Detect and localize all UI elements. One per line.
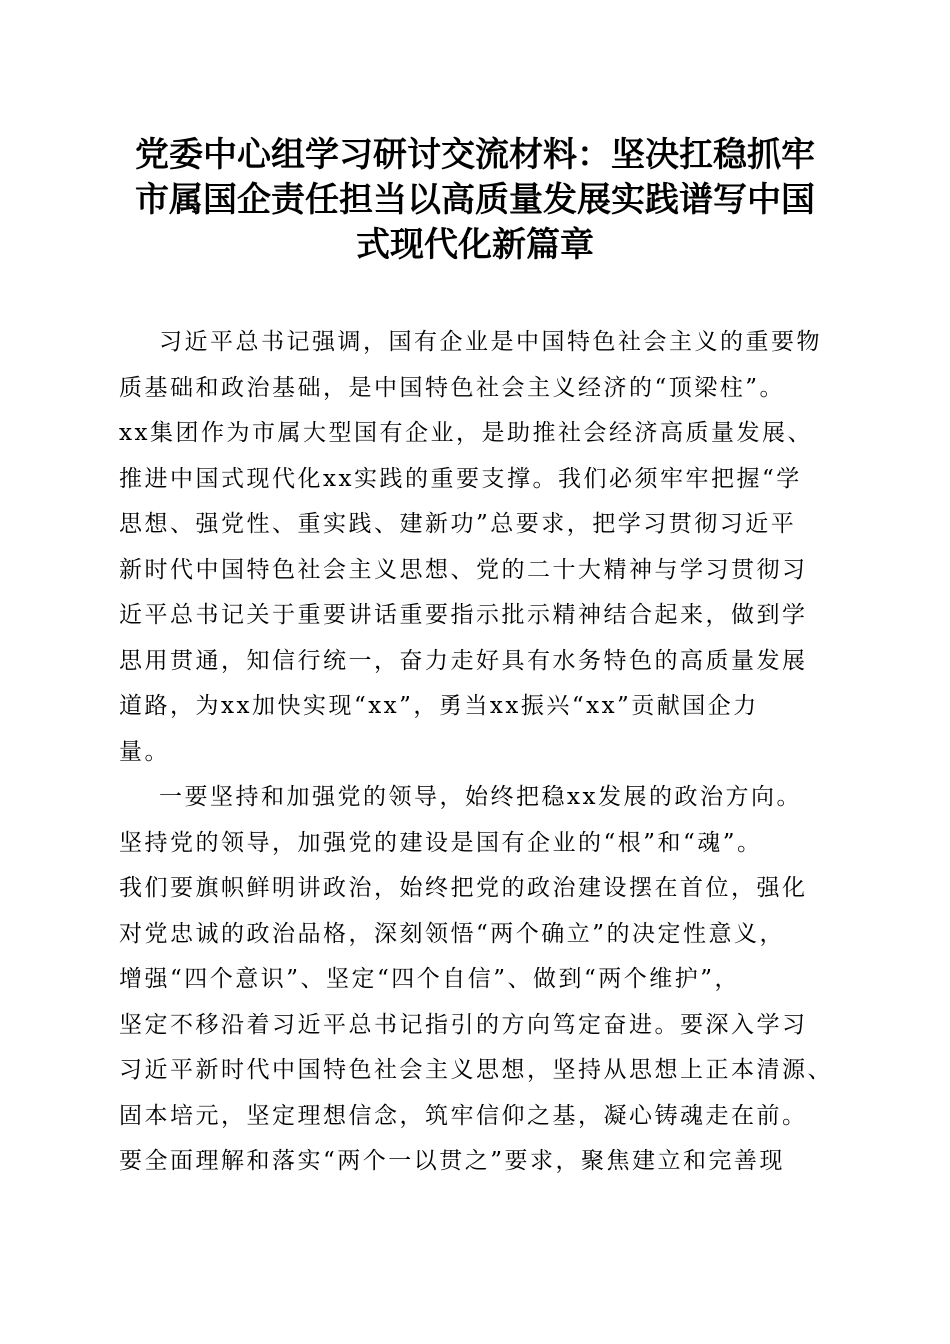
text-line: 要全面理解和落实“两个一以贯之”要求，聚焦建立和完善现 [119, 1148, 786, 1174]
text-line: 思用贯通，知信行统一，奋力走好具有水务特色的高质量发展 [119, 647, 808, 674]
title-line: 市属国企责任担当以高质量发展实践谱写中国 [135, 180, 815, 220]
paragraph-1 [119, 320, 849, 775]
text-line: 我们要旗帜鲜明讲政治，始终把党的政治建设摆在首位，强化 [119, 875, 808, 901]
text-line: 推进中国式现代化xx实践的重要支撑。我们必须牢牢把握“学 [119, 465, 802, 492]
text-line: 新时代中国特色社会主义思想、党的二十大精神与学习贯彻习 [119, 556, 808, 583]
title-line: 党委中心组学习研讨交流材料：坚决扛稳抓牢 [135, 135, 815, 175]
document-body [119, 320, 849, 1185]
text-line: 坚持党的领导，加强党的建设是国有企业的“根”和“魂”。 [119, 829, 763, 856]
text-line: 对党忠诚的政治品格，深刻领悟“两个确立”的决定性意义， [119, 920, 786, 947]
text-line: 道路，为xx加快实现“xx”，勇当xx振兴“xx”贡献国企力 [119, 693, 759, 719]
text-line: 固本培元，坚定理想信念，筑牢信仰之基，凝心铸魂走在前。 [119, 1102, 808, 1129]
text-line: 坚定不移沿着习近平总书记指引的方向笃定奋进。要深入学习 [119, 1011, 808, 1038]
text-line: 量。 [119, 738, 170, 765]
document-title [100, 133, 850, 268]
text-line: 近平总书记关于重要讲话重要指示批示精神结合起来，做到学 [119, 602, 808, 628]
text-line: 增强“四个意识”、坚定“四个自信”、做到“两个维护”， [119, 966, 741, 992]
paragraph-2 [119, 775, 849, 1185]
text-line: 一要坚持和加强党的领导，始终把稳xx发展的政治方向。 [159, 784, 802, 810]
text-line: 习近平总书记强调，国有企业是中国特色社会主义的重要物 [159, 329, 822, 355]
text-line: 质基础和政治基础，是中国特色社会主义经济的“顶梁柱”。 [119, 374, 786, 401]
text-line: 习近平新时代中国特色社会主义思想，坚持从思想上正本清源、 [119, 1057, 833, 1083]
title-line: 式现代化新篇章 [356, 225, 594, 265]
text-line: 思想、强党性、重实践、建新功”总要求，把学习贯彻习近平 [119, 511, 797, 537]
text-line: xx集团作为市属大型国有企业，是助推社会经济高质量发展、 [119, 420, 813, 446]
